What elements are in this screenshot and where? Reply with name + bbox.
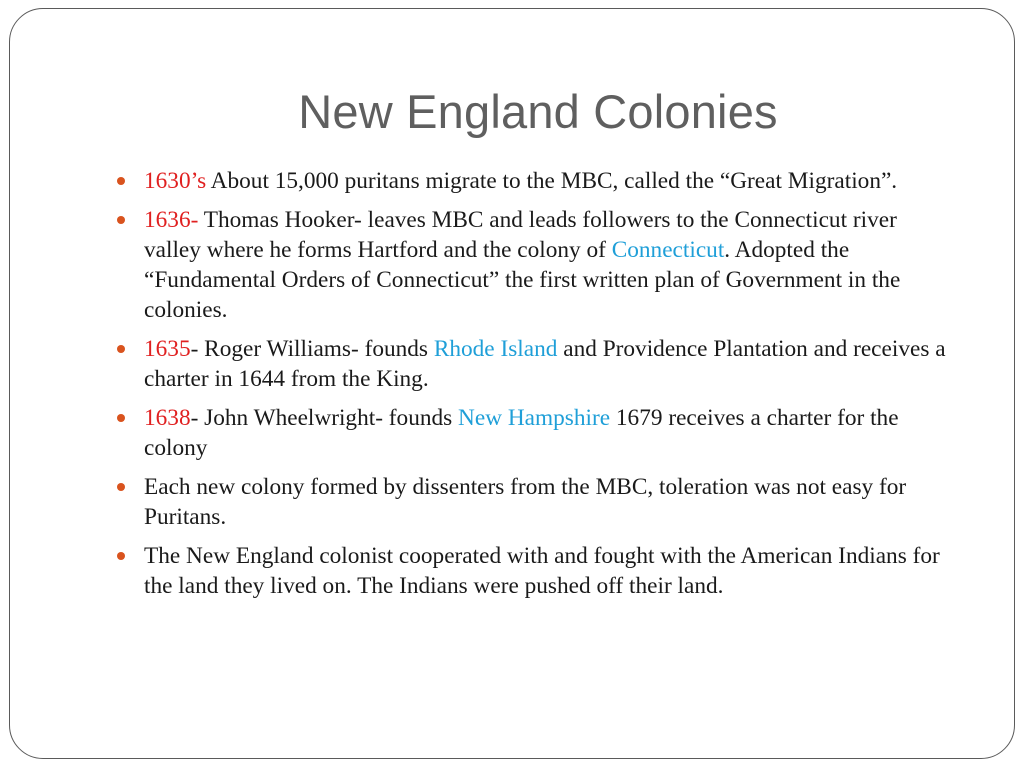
bullet-text: and Providence Plantation and receives a charter in 1644 from the King. xyxy=(144,336,946,392)
bullet-year: 1638 xyxy=(144,405,191,431)
bullet-text: Each new colony formed by dissenters from the MBC, toleration was not easy for Puritans. xyxy=(144,474,907,530)
bullet-item xyxy=(117,166,947,196)
colony-name: Connecticut xyxy=(611,237,725,263)
bullet-item xyxy=(117,472,947,532)
colony-name: Rhode Island xyxy=(433,336,558,362)
bullet-item xyxy=(117,334,947,394)
bullet-dot-icon xyxy=(117,345,125,353)
bullet-text: - Roger Williams- founds xyxy=(190,336,434,362)
bullet-dot-icon xyxy=(117,414,125,422)
bullet-dot-icon xyxy=(117,216,125,224)
bullet-dot-icon xyxy=(117,177,125,185)
bullet-text: About 15,000 puritans migrate to the MBC, called the “Great Migration”. xyxy=(206,168,898,194)
bullet-dot-icon xyxy=(117,552,125,560)
bullet-dot-icon xyxy=(117,483,125,491)
slide-title: New England Colonies xyxy=(298,85,778,138)
bullet-list xyxy=(117,166,947,610)
colony-name: New Hampshire xyxy=(458,405,611,431)
bullet-item xyxy=(117,403,947,463)
bullet-item xyxy=(117,541,947,601)
bullet-text: . Adopted the “Fundamental Orders of Connecticut” the first written plan of Government in the colonies. xyxy=(144,237,901,323)
bullet-item xyxy=(117,205,947,325)
bullet-text: - John Wheelwright- founds xyxy=(190,405,459,431)
bullet-text: Thomas Hooker- leaves MBC and leads followers to the Connecticut river valley where he forms Hartford and the colony of xyxy=(144,207,897,263)
bullet-text: 1679 receives a charter for the colony xyxy=(144,405,899,461)
bullet-year: 1636- xyxy=(144,207,199,233)
bullet-year: 1635 xyxy=(144,336,191,362)
bullet-text: The New England colonist cooperated with and fought with the American Indians for the land they lived on. The Indians were pushed off their land. xyxy=(144,543,940,599)
bullet-year: 1630’s xyxy=(144,168,207,194)
